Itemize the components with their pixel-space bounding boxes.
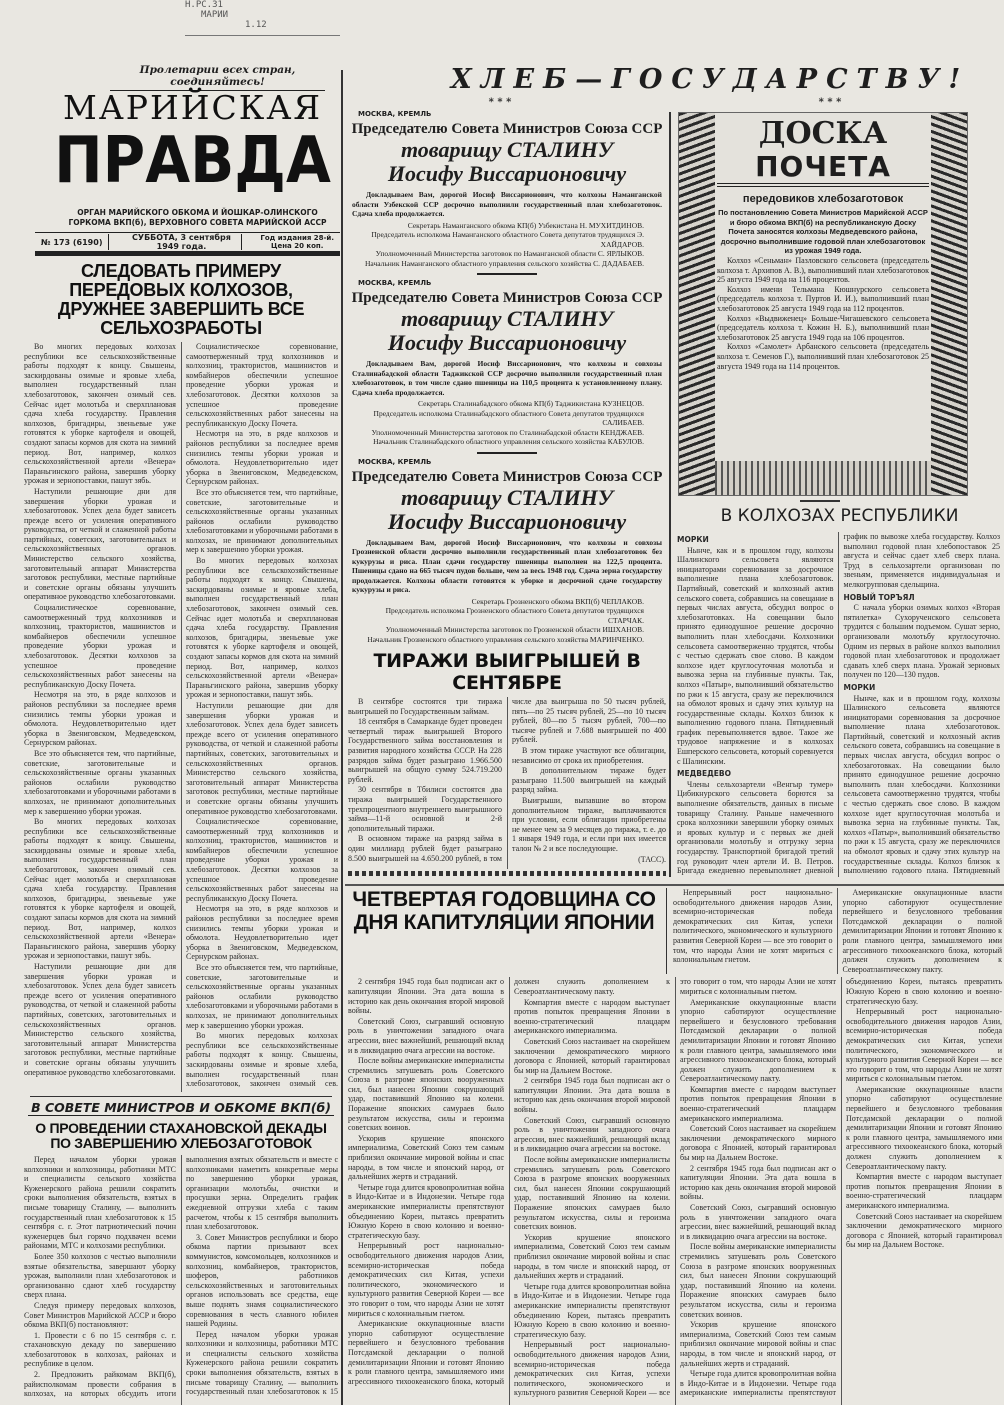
paragraph: Непрерывный рост национально-освободительного движения народов Азии, всемирно-историческая победа демократических сил Китая, успехи политического, экономического и культурного развития Северной Кореи — все это говорит о том, что народы Азии не хотят мириться с колониальным гнетом. [846, 1007, 1002, 1084]
divider [30, 1096, 332, 1098]
paragraph: Непрерывный рост национально-освободительного движения народов Азии, всемирно-историческая победа демократических сил Китая, успехи политического, экономического и культурного развития Северной Кореи — все это говорит о том, что народы Азии не хотят мириться с колониальным гнетом. [514, 977, 836, 1398]
paragraph: Несмотря на это, в ряде колхозов и районов республики за последнее время снизились темпы уборки урожая и обмолота. Неудовлетворительно идет уборка в Звениговском, Медведевском, Сернурском районах. [186, 429, 338, 487]
telegram-signature: Уполномоченный Министерства заготовок по Грозненской области ИШХАНОВ. [385, 625, 644, 634]
lottery-body [348, 697, 666, 869]
honor-entry: Колхоз «Самолет» Арбанского сельсовета (председатель колхоза т. Семенов Г.), выполнивший план хлебозаготовок 25 августа 1949 года на 114 процентов. [717, 342, 929, 371]
place-heading: МЕДВЕДЕВО [677, 769, 732, 779]
paragraph: Четыре года длится кровопролитная война в Индо-Китае и в Индонезии. Четыре года американские империалисты препятствуют объединению Кореи, пытаясь превратить Южную Корею в свою колонию и военно-стратегическую базу. [680, 977, 1002, 1398]
honor-board-body [717, 208, 929, 371]
paragraph: Социалистическое соревнование, самоотверженный труд колхозников и колхозниц, трактористов, машинистов и комбайнеров обеспечили успешное проведение уборки урожая и хлебозаготовок. Десятки колхозов за успешное проведение сельскохозяйственных работ занесены на республиканскую Доску Почета. [186, 342, 338, 428]
stamp-line: МАРИИ [201, 10, 229, 20]
paragraph: Наступили решающие дни для завершения уборки урожая и хлебозаготовок. Успех дела будет зависеть прежде всего от усиления оперативного руководства, от четкой и слаженной работы партийных, советских, заготовительных и сельскохозяйственных органов. Министерство сельского хозяйства, заготовительный аппарат Министерства заготовок республики, местные партийные и советские органы обязаны улучшить оперативное руководство хлебозаготовками. [24, 962, 176, 1077]
paragraph: Во многих передовых колхозах республики все сельскохозяйственные работы подходят к концу. Свышены, заскирдованы озимые и яровые хлеба, выполнен государственный план хлебозаготовок, закончен озимый сев. Сейчас идет молотьба и сверхплановая сдача хлеба государству. Правления колхозов, бригадиры, звеньевые уже готовятся к уборке картофеля и овощей, создают запасы кормов для скота на зимний период. Вот, например, колхоз сельскохозяйственной артели «Венера» Параньгинского района, завершив уборку урожая и зернопоставки, пашут зябь. [24, 342, 176, 486]
telegram-location: МОСКВА, КРЕМЛЬ [358, 457, 432, 466]
paragraph: Американские оккупационные власти упорно саботируют осуществление первейшего и безусловного требования Потсдамской декларации о полной демилитаризации Японии и готовят Японию к роли главного центра, замышляемого ими агрессивного тихоокеанского блока, который должен служить дополнением к Североатлантическому пакту. [680, 997, 836, 1084]
council-rubric: В СОВЕТЕ МИНИСТРОВ И ОБКОМЕ ВКП(б) [28, 1100, 334, 1116]
telegram-name: товарищу СТАЛИНУ [400, 137, 614, 162]
paragraph: Советский Союз настаивает на скорейшем заключении демократического мирного договора с Японией, который гарантировал бы мир на Дальнем Востоке. [514, 1036, 670, 1075]
honor-board [678, 112, 968, 496]
divider [477, 273, 537, 275]
place-heading: МОРКИ [677, 535, 709, 544]
telegram-signature: Секретарь Сталинабадского обкома КП(б) Таджикистана КУЗНЕЦОВ. [418, 399, 644, 408]
issue-bar [35, 232, 340, 256]
honor-entry: Колхоз имени Тельмана Кюшнурского сельсовета (председатель колхоза т. Пуртов И. И.), выполнивший план хлебозаготовок 25 августа 1949 года на 112 процентов. [717, 284, 929, 313]
column-rule [341, 70, 343, 1405]
telegram-addressee: Председателю Совета Министров Союза ССР [351, 290, 663, 306]
slogan: Пролетарии всех стран, соединяйтесь! [110, 64, 325, 91]
paragraph: Все это объясняется тем, что партийные, советские, заготовительные и сельскохозяйственные органы указанных районов ослабили руководство хлебозаготовками и уборочными работами в колхозах, не принимают дополнительных мер к завершению уборки урожая. [186, 487, 338, 555]
republic-body [677, 532, 1000, 877]
telegram-signature: Начальник Грозненского областного управления сельского хозяйства МАРИНЧЕНКО. [367, 634, 644, 644]
stars-ornament: * * * [818, 97, 842, 108]
paragraph: Нынче, как и в прошлом году, колхозы Шалинского сельсовета являются инициаторами соревнования за досрочное выполнение плана хлебозаготовок. Партийный, советский и колхозный актив сельского совета, собравшись на совещание в первых числах августа, обсудил вопрос о хлебозаготовках. На совещании было принято единодушное решение досрочно выполнить план хлебосдачи. Колхозники сельсовета самоотверженно трудятся, чтобы с честью сдержать свое слово. В каждом колхозе идет круглосуточная молотьба и вывозка зерна на глубинные пункты. Так, колхоз «Патыр», выполнивший обязательство по ржи к 15 августа, сразу же переключился на обмолот яровых и сдачу этих культур на государственные склады. Колхоз близок к выполнению годового плана. Пятидневный [843, 693, 1000, 876]
telegram-location: МОСКВА, КРЕМЛЬ [358, 279, 432, 287]
telegram-signature: Начальник Наманганского областного управления сельского хозяйства С. ДАДАБАЕВ. [365, 258, 644, 268]
paragraph: В сентябре состоятся три тиража выигрышей по Государственным займам. [348, 697, 502, 716]
paragraph: В дополнительном тираже будет разыграно 11.500 выигрышей на каждый разряд займа. [512, 766, 666, 795]
stamp-line: Н.РС.31 [185, 0, 223, 10]
telegram-name: товарищу СТАЛИНУ [400, 484, 614, 510]
wheat-ornament-icon [679, 113, 715, 495]
paragraph: Советский Союз, сыгравший основную роль в уничтожении западного очага агрессии, внес важнейший, решающий вклад и в ликвидацию очага агрессии на востоке. [680, 1203, 836, 1241]
paragraph: Социалистическое соревнование, самоотверженный труд колхозников и колхозниц, трактористов, машинистов и комбайнеров обеспечили успешное проведение уборки урожая и хлебозаготовок. Десятки колхозов за успешное проведение сельскохозяйственных работ занесены на республиканскую Доску Почета. [186, 817, 338, 903]
paragraph: Американские оккупационные власти упорно саботируют осуществление первейшего и безусловного требования Потсдамской декларации о полной демилитаризации Японии и готовят Японию к роли главного центра, замышляемого ими агрессивного тихоокеанского блока, который должен служить дополнением к Североатлантическому пакту. [348, 977, 670, 1386]
paragraph: С начала уборки озимых колхоз «Вторая пятилетка» Сухорученского сельсовета трудится с большим подъемом. Сушат зерно, организовали молотьбу круглосуточно. Одним из первых в районе колхоз выполнил годовой план хлебозаготовок и продолжает сдавать хлеб сверх плана. Урожай зерновых получен по 120—130 пудов. [843, 603, 1000, 680]
paragraph: Ускорив крушение японского империализма, Советский Союз тем самым приблизил окончание мировой войны и спас народы, в том числе и японский народ, от дальнейших жертв и страданий. [348, 1133, 504, 1182]
paragraph: Четыре года длится кровопролитная война в Индо-Китае и в Индонезии. Четыре года американские империалисты препятствуют объединению Кореи, пытаясь превратить Южную Корею в свою колонию и военно-стратегическую базу. [514, 1281, 670, 1339]
telegram [348, 279, 666, 458]
paragraph: Нынче, как и в прошлом году, колхозы Шалинского сельсовета являются инициаторами соревнования за досрочное выполнение плана хлебозаготовок. Партийный, советский и колхозный актив сельского совета, собравшись на совещание в первых числах августа, обсудил вопрос о хлебозаготовках. На совещании было принято единодушное решение досрочно выполнить план хлебосдачи. Колхозники сельсовета самоотверженно трудятся, чтобы с честью сдержать свое слово. В каждом колхозе идет круглосуточная молотьба и вывозка зерна на глубинные пункты. Так, колхоз «Патыр», выполнивший обязательство по ржи к 15 августа, сразу же переключился на обмолот яровых и сдачу этих культур на государственные склады. Колхоз близок к выполнению годового плана. Пятидневный график перевыполняется вдвое. Такое же трудовое напряжение и в колхозах Ешперского сельсовета, который соревнуется с Шалинским. [677, 545, 834, 766]
japan-article [348, 888, 1002, 1405]
source-credit: (ТАСС). [638, 854, 666, 864]
telegram-signature: Начальник Сталинабадского областного управления сельского хозяйства КАБУЛОВ. [373, 437, 644, 446]
grain-elevator-illustration [715, 461, 931, 495]
newspaper-title-bottom: ПРАВДА [54, 122, 331, 198]
telegram-location: МОСКВА, КРЕМЛЬ [358, 110, 432, 118]
telegram-text: Докладываем Вам, дорогой Иосиф Виссарионович, что колхозы и совхозы Грозненской области досрочно выполнили государственный план хлебозаготовок без кукурузы и риса. План сдачи государству пшеницы выполнен на 122,5 процента. Пшеницы сдано на 665 тысяч пудов больше, чем за весь 1948 год. Сдача зерна государству продолжается. Колхозы области готовятся к уборке и досрочной сдаче государству кукурузы и риса. [352, 537, 662, 594]
telegram-signature: Секретарь Грозненского обкома ВКП(б) ЧЕПЛАКОВ. [471, 596, 644, 606]
paragraph: Компартия вместе с народом выступает против попыток превращения Японии в военно-стратегический плацдарм американского империализма. [514, 997, 670, 1036]
library-stamp [185, 0, 340, 36]
divider [477, 452, 537, 454]
stars-ornament: * * * [488, 97, 512, 108]
paragraph: После войны американские империалисты стремились затушевать роль Советского Союза в разгроме японских вооруженных сил, был нанесен Японии сокрушающий удар, поставивший Японию на колени. Поражение японских самураев было результатом искусства, силы и героизма советских воинов. [680, 1242, 836, 1319]
telegram [348, 110, 666, 279]
telegram-name: Иосифу Виссарионовичу [387, 161, 627, 186]
editorial-body [24, 342, 338, 1092]
japan-headline: ЧЕТВЕРТАЯ ГОДОВЩИНА СО ДНЯ КАПИТУЛЯЦИИ ЯПОНИИ [352, 888, 656, 934]
place-heading: НОВЫЙ ТОРЪЯЛ [843, 592, 915, 602]
telegram-name: товарищу СТАЛИНУ [400, 306, 614, 331]
telegram-signature: Председатель исполкома Наманганского областного Совета депутатов трудящихся Э. ХАЙДАРОВ. [371, 230, 644, 249]
publisher-line: ОРГАН МАРИЙСКОГО ОБКОМА И ЙОШКАР-ОЛИНСКОГО ГОРКОМА ВКП(б), ВЕРХОВНОГО СОВЕТА МАРИЙСКОЙ АССР [68, 208, 327, 227]
council-headline: О ПРОВЕДЕНИИ СТАХАНОВСКОЙ ДЕКАДЫ ПО ЗАВЕРШЕНИЮ ХЛЕБОЗАГОТОВОК [35, 1120, 327, 1151]
middle-column [348, 110, 666, 876]
paragraph: 2 сентября 1945 года был подписан акт о капитуляции Японии. Эта дата вошла в историю как день окончания второй мировой войны. [514, 1076, 670, 1115]
paragraph: Советский Союз, сыгравший основную роль в уничтожении западного очага агрессии, внес важнейший, решающий вклад и в ликвидацию очага агрессии на востоке. [514, 1115, 670, 1154]
honor-board-subtitle: передовиков хлебозаготовок [742, 193, 904, 205]
paragraph: 1. Провести с 6 по 15 сентября с. г. стахановскую декаду по завершению хлебозаготовок в колхозах, районах и республике в целом. [24, 1330, 176, 1369]
left-column [24, 262, 338, 1405]
editorial-headline: СЛЕДОВАТЬ ПРИМЕРУ ПЕРЕДОВЫХ КОЛХОЗОВ, ДРУЖНЕЕ ЗАВЕРШИТЬ ВСЕ СЕЛЬХОЗРАБОТЫ [57, 261, 305, 338]
paragraph: Члены сельхозартели «Венгыр тумер» Цибикнурского сельсовета борются за выполнение обязательств, данных в письме товарищу Сталину. Раньше намеченного срока колхозники завершили уборку озимых и яровых культур и с первых же дней организовали молотьбу и отгрузку зерна государству. Транспортной бригадой третий год руководит член артели И. В. Петров. Бригада ежедневно перевыполняет дневной график по вывозке хлеба государству. Колхоз выполнил годовой план хлебопоставок 25 августа и сейчас сдает хлеб сверх плана. Труд в сельхозартели организован по звеньям, применяется индивидуальная и мелкогрупповая сдельщина. [677, 532, 1000, 876]
paragraph: Непрерывный рост национально-освободительного движения народов Азии, всемирно-историческая победа демократических сил Китая, успехи политического, экономического и культурного развития Северной Кореи — все это говорит о том, что народы Азии не хотят мириться с колониальным гнетом. [673, 888, 833, 965]
wavy-divider [348, 871, 666, 876]
stamp-line: 1.12 [245, 20, 267, 30]
telegram-signature: Председатель исполкома Грозненского областного Совета депутатов трудящихся СТАРЧАК. [385, 606, 644, 625]
column-rule [669, 112, 671, 877]
telegram-addressee: Председателю Совета Министров Союза ССР [351, 121, 663, 137]
divider [345, 884, 1004, 886]
paragraph: 2. Предложить райкомам ВКП(б), райисполкомам провести собрания в колхозах, на которых обсудить итоги выполнения взятых обязательств и вместе с колхозниками наметить конкретные меры по завершению уборки урожая, организации молотьбы, очистки и просушки зерна. Определить график ежедневной отгрузки хлеба с таким расчетом, чтобы к 15 сентября выполнить план хлебозаготовок. [24, 1155, 338, 1399]
telegram [348, 458, 666, 645]
newspaper-title-top: МАРИЙСКАЯ [63, 88, 322, 127]
paragraph: Перед началом уборки урожая колхозники и колхозницы, работники МТС и специалисты сельского хозяйства Куженерского района решили сократить сроки выполнения обязательств, взятых в письме товарищу Сталину, — выполнить государственный план хлебозаготовок к 15 [186, 1329, 338, 1397]
paragraph: Наступили решающие дни для завершения уборки урожая и хлебозаготовок. Успех дела будет зависеть прежде всего от усиления оперативного руководства, от четкой и слаженной работы партийных, советских, заготовительных и сельскохозяйственных органов. Министерство сельского хозяйства, заготовительный аппарат Министерства заготовок республики, местные партийные и советские органы обязаны улучшить оперативное руководство хлебозаготовками. [186, 700, 338, 816]
telegram-addressee: Председателю Совета Министров Союза ССР [351, 468, 663, 485]
paragraph: Американские оккупационные власти упорно саботируют осуществление первейшего и безусловного требования Потсдамской декларации о полной демилитаризации Японии и готовят Японию к роли главного центра, замышляемого ими агрессивного тихоокеанского блока, который должен служить дополнением к Североатлантическому пакту. [846, 1084, 1002, 1171]
council-body [24, 1155, 338, 1405]
paragraph: Ускорив крушение японского империализма, Советский Союз тем самым приблизил окончание мировой войны и спас народы, в том числе и японский народ, от дальнейших жертв и страданий. [514, 1232, 670, 1281]
telegram-signature: Председатель исполкома Сталинабадского областного Совета депутатов трудящихся САЛИБАЕВ. [373, 408, 644, 427]
paragraph: Советский Союз настаивает на скорейшем заключении демократического мирного договора с Японией, который гарантировал бы мир на Дальнем Востоке. [680, 1124, 836, 1163]
paragraph: Непрерывный рост национально-освободительного движения народов Азии, всемирно-историческая победа демократических сил Китая, успехи политического, экономического и культурного развития Северной Кореи — все это говорит о том, что народы Азии не хотят мириться с колониальным гнетом. [348, 1241, 504, 1318]
place-heading: МОРКИ [843, 682, 876, 692]
japan-body [348, 977, 1002, 1405]
paragraph: Несмотря на это, в ряде колхозов и районов республики за последнее время снизились темпы уборки урожая и обмолота. Неудовлетворительно идет уборка в Звениговском, Медведевском, Сернурском районах. [24, 690, 176, 748]
japan-body-continued [666, 888, 1002, 974]
paragraph: Советский Союз настаивает на скорейшем заключении демократического мирного договора с Японией, который гарантировал бы мир на Дальнем Востоке. [846, 1211, 1002, 1250]
paragraph: Ускорив крушение японского империализма, Советский Союз тем самым приблизил окончание мировой войны и спас народы, в том числе и японский народ, от дальнейших жертв и страданий. [680, 1320, 836, 1368]
honor-entry: Колхоз «Выдвиженец» Больше-Чигашевского сельсовета (председатель колхоза т. Кожин Н. Б.), выполнивший план хлебозаготовок 25 августа 1949 года на 106 процентов. [717, 313, 929, 342]
paragraph: Компартия вместе с народом выступает против попыток превращения Японии в военно-стратегический плацдарм американского империализма. [846, 1172, 1002, 1210]
honor-board-title: ДОСКА [758, 116, 888, 151]
paragraph: 18 сентября в Самарканде будет проведен четвертый тираж выигрышей Второго Государственного займа восстановления и развития народного хозяйства СССР. На 228 разрядов займа будет разыграно 1.966.500 выигрышей на общую сумму 524.719.200 рублей. [348, 717, 502, 784]
paragraph: В этом тираже участвуют все облигации, независимо от срока их приобретения. [512, 745, 666, 765]
divider [800, 500, 840, 502]
paragraph: Все это объясняется тем, что партийные, советские, заготовительные и сельскохозяйственные органы указанных районов ослабили руководство хлебозаготовками и уборочными работами в колхозах, не принимают дополнительных мер к завершению уборки урожая. [24, 748, 176, 816]
paragraph: Американские оккупационные власти упорно саботируют осуществление первейшего и безусловного требования Потсдамской декларации о полной демилитаризации Японии и готовят Японию к роли главного центра, замышляемого ими агрессивного тихоокеанского блока, который должен служить дополнением к Североатлантическому пакту. [842, 888, 1002, 974]
paragraph: Наступили решающие дни для завершения уборки урожая и хлебозаготовок. Успех дела будет зависеть прежде всего от усиления оперативного руководства, от четкой и слаженной работы партийных, советских, заготовительных и сельскохозяйственных органов. Министерство сельского хозяйства, заготовительный аппарат Министерства заготовок республики, местные партийные и советские органы обязаны улучшить оперативное руководство хлебозаготовками. [24, 486, 176, 602]
paragraph: Следуя примеру передовых колхозов, Совет Министров Марийской АССР и бюро обкома ВКП(б) постановляют: [24, 1300, 176, 1330]
paragraph: После войны американские империалисты стремились затушевать роль Советского Союза в разгроме японских вооруженных сил, был нанесен Японии сокрушающий удар, поставивший Японию на колени. Поражение японских самураев было результатом искусства, силы и героизма советских воинов. [348, 1056, 504, 1133]
banner-headline: ХЛЕБ—ГОСУДАРСТВУ! [450, 64, 970, 95]
lottery-headline: ТИРАЖИ ВЫИГРЫШЕЙ В СЕНТЯБРЕ [373, 650, 641, 694]
telegram-signature: Уполномоченный Министерства заготовок по Наманганской области С. ЯРЛЫКОВ. [375, 249, 644, 258]
telegram-signature: Секретарь Наманганского обкома КП(б) Узбекистана Н. МУХИТДИНОВ. [407, 220, 644, 230]
republic-headline: В КОЛХОЗАХ РЕСПУБЛИКИ [720, 506, 959, 526]
paragraph: Во многих передовых колхозах республики все сельскохозяйственные работы подходят к концу. Свышены, заскирдованы озимые и яровые хлеба, выполнен государственный план хлебозаготовок, закончен озимый сев. Сейчас идет молотьба и сверхплановая сдача хлеба государству. Правления колхозов, бригадиры, звеньевые уже готовятся к уборке картофеля и овощей, создают запасы кормов для скота на зимний период. Вот, например, колхоз сельскохозяйственной артели «Венера» Параньгинского района, завершив уборку урожая и зернопоставки, пашут зябь. [186, 556, 338, 700]
telegram-name: Иосифу Виссарионовичу [387, 508, 627, 534]
paragraph: 2 сентября 1945 года был подписан акт о капитуляции Японии. Эта дата вошла в историю как день окончания второй мировой войны. [680, 1163, 836, 1202]
telegram-signature: Уполномоченный Министерства заготовок по Сталинабадской области КЕНДЖАЕВ. [371, 427, 644, 437]
paragraph: Несмотря на это, в ряде колхозов и районов республики за последнее время снизились темпы уборки урожая и обмолота. Неудовлетворительно идет уборка в Звениговском, Медведевском, Сернурском районах. [186, 904, 338, 962]
price: Цена 20 коп. [270, 242, 324, 250]
paragraph: Все это объясняется тем, что партийные, советские, заготовительные и сельскохозяйственные органы указанных районов ослабили руководство хлебозаготовками и уборочными работами в колхозах, не принимают дополнительных мер к завершению уборки урожая. [186, 963, 338, 1030]
paragraph: В основном тираже на разряд займа в один миллиард рублей будет разыграно 8.500 выигрышей на 4.650.200 рублей, в том числе два выигрыша по 50 тысяч рублей, пять—по 25 тысяч рублей, 25—по 10 тысяч рублей, 80—по 5 тысяч рублей, 700—по тысяче рублей и 7.688 выигрышей по 400 рублей. [348, 697, 666, 863]
honor-board-lead: По постановлению Совета Министров Марийской АССР и бюро обкома ВКП(б) на республиканскую Доску Почета заносятся колхозы Медведевского района, досрочно выполнившие годовой план хлебозаготовок из урожая 1949 года. [718, 208, 928, 256]
telegram-text: Докладываем Вам, дорогой Иосиф Виссарионович, что колхозы и совхозы Сталинабадской области Таджикской ССР досрочно выполнили государственный план хлебозаготовок, в том числе сдано пшеницы на 110,5 процента к установленному плану. Сдача хлеба продолжается. [352, 359, 662, 397]
telegram-name: Иосифу Виссарионовичу [387, 330, 627, 355]
paragraph: 30 сентября в Тбилиси состоятся два тиража выигрышей Государственного трехпроцентного внутреннего выигрышного займа—11-й основной и 2-й дополнительный тиражи. [348, 785, 502, 833]
paragraph: Советский Союз, сыгравший основную роль в уничтожении западного очага агрессии, внес важнейший, решающий вклад и в ликвидацию очага агрессии на востоке. [348, 1016, 504, 1055]
paragraph: Более 350 колхозов с честью выполнили взятые обязательства, завершают уборку урожая, выполнили план хлебозаготовок и организованно сдают хлеб государству сверх плана. [24, 1251, 176, 1300]
paragraph: Компартия вместе с народом выступает против попыток превращения Японии в военно-стратегический плацдарм американского империализма. [680, 1084, 836, 1123]
telegram-text: Докладываем Вам, дорогой Иосиф Виссарионович, что колхозы Наманганской области Узбекской ССР досрочно выполнили государственный план хлебозаготовок. Сдача хлеба продолжается. [352, 190, 662, 218]
paragraph: Во многих передовых колхозах республики все сельскохозяйственные работы подходят к концу. Свышены, заскирдованы озимые и яровые хлеба, выполнен государственный план хлебозаготовок, закончен озимый сев. Сейчас идет молотьба и сверхплановая сдача хлеба государству. Правления колхозов, бригадиры, звеньевые уже готовятся к уборке картофеля и овощей, создают запасы кормов для скота на зимний период. Вот, например, колхоз сельскохозяйственной артели «Венера» Параньгинского района, завершив уборку урожая и зернопоставки, пашут зябь. [24, 817, 176, 961]
wheat-ornament-icon [931, 113, 967, 495]
paragraph: Четыре года длится кровопролитная война в Индо-Китае и в Индонезии. Четыре года американские империалисты препятствуют объединению Кореи, пытаясь превратить Южную Корею в свою колонию и военно-стратегическую базу. [348, 1182, 504, 1240]
paragraph: Социалистическое соревнование, самоотверженный труд колхозников и колхозниц, трактористов, машинистов и комбайнеров обеспечили успешное проведение уборки урожая и хлебозаготовок. Десятки колхозов за успешное проведение сельскохозяйственных работ занесены на республиканскую Доску Почета. [24, 603, 176, 689]
paragraph: Выигрыши, выпавшие во втором дополнительном тираже, выплачиваются при условии, если облигации приобретены не менее чем за 9 месяцев до тиража, т. е. до 1 января 1949 года, и если при них имеется талон № 2 и все последующие. [512, 795, 666, 853]
honor-entry: Колхоз «Сеньман» Пазловского сельсовета (председатель колхоза т. Архипов А. В.), выполнивший план хлебозаготовок 25 августа 1949 года на 116 процентов. [717, 255, 929, 285]
honor-board-title: ПОЧЕТА [717, 151, 929, 187]
paragraph: 3. Совет Министров республики и бюро обкома партии призывают всех коммунистов, комсомольцев, колхозников и колхозниц, комбайнеров, трактористов, шоферов, работников сельскохозяйственных и заготовительных органов использовать все средства, еще выше поднять знамя социалистического соревнования в честь славного юбилея нашей Родины. [186, 1232, 338, 1329]
issue-number: № 173 (6190) [41, 237, 103, 247]
issue-date: СУББОТА, 3 сентября 1949 года. [132, 233, 231, 251]
paragraph: 2 сентября 1945 года был подписан акт о капитуляции Японии. Эта дата вошла в историю как день окончания второй мировой войны. [348, 977, 504, 1016]
publication-year: Год издания 28-й. [260, 234, 334, 242]
paragraph: После войны американские империалисты стремились затушевать роль Советского Союза в разгроме японских вооруженных сил, был нанесен Японии сокрушающий удар, поставивший Японию на колени. Поражение японских самураев было результатом искусства, силы и героизма советских воинов. [514, 1155, 670, 1232]
paragraph: Во многих передовых колхозах республики все сельскохозяйственные работы подходят к концу. Свышены, заскирдованы озимые и яровые хлеба, выполнен государственный план хлебозаготовок, закончен озимый сев. [186, 1031, 338, 1089]
paragraph: Перед началом уборки урожая колхозники и колхозницы, работники МТС и специалисты сельского хозяйства Куженерского района решили сократить сроки выполнения обязательств, взятых в письме товарищу Сталину, — выполнить государственный план хлебозаготовок к 15 сентября с. г. Этот патриотический почин куженерцев был горячо подхвачен всеми районами, МТС и колхозами республики. [24, 1155, 176, 1251]
